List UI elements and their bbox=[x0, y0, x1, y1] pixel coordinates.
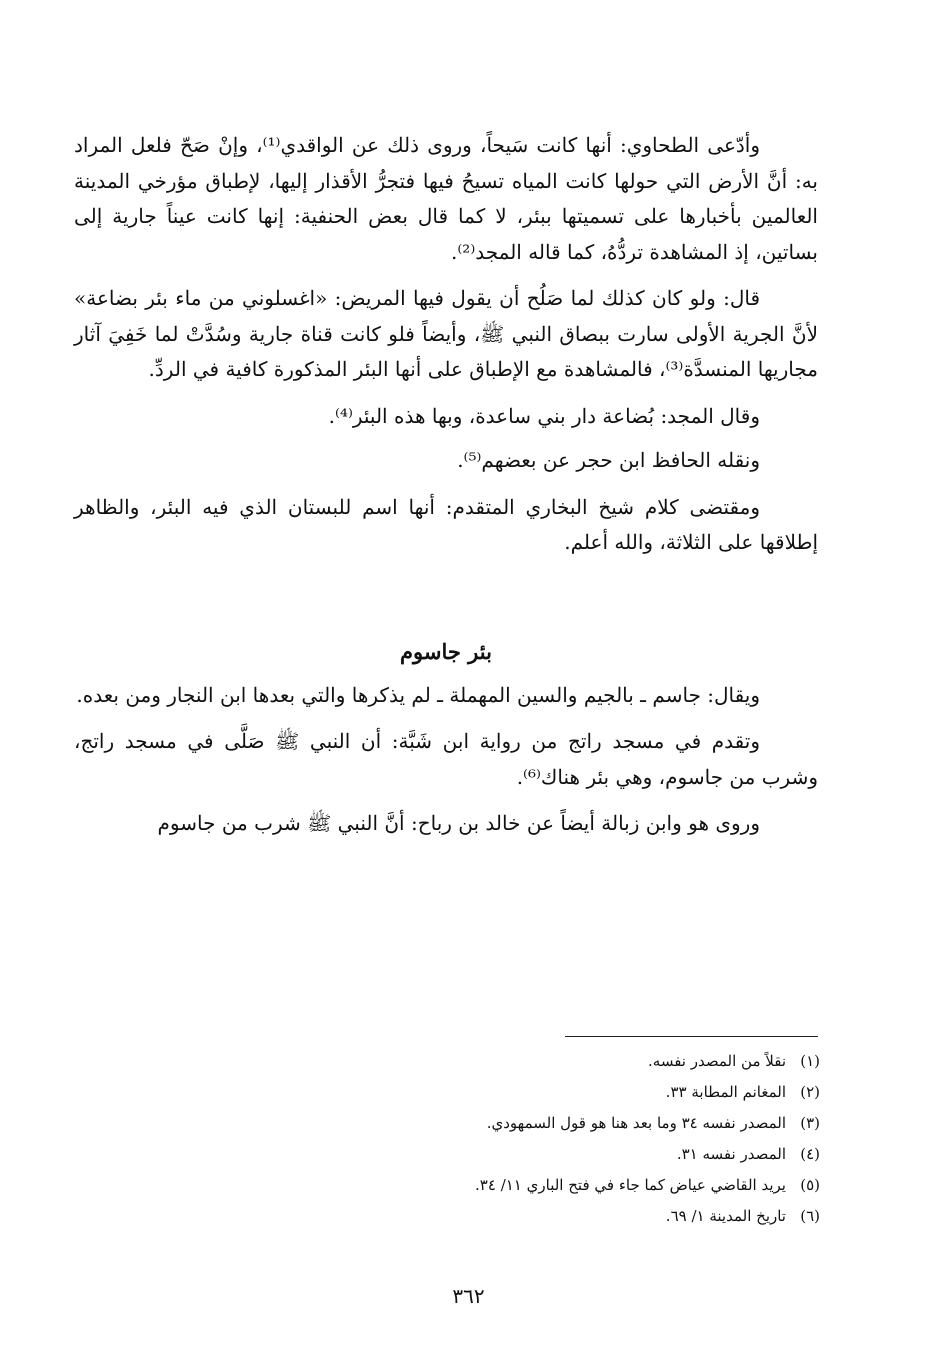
footnote-number: (١) bbox=[800, 1052, 820, 1070]
paragraph-qal: قال: ولو كان كذلك لما صَلُح أن يقول فيها المريض: «اغسلوني من ماء بئر بضاعة» لأنَّ الجرية الأولى سارت ببصاق النبي ﷺ، وأيضاً فلو كانت قناة جارية وسُدَّتْ لما خَفِيَ آثار مجاريها المنسدَّة⁽³⁾، فالمشاهدة مع الإطباق على أنها البئر المذكورة كافية في الردِّ. bbox=[74, 286, 818, 381]
paragraph-tahawi: وأدّعى الطحاوي: أنها كانت سَيحاً، وروى ذلك عن الواقدي⁽¹⁾، وإنْ صَحّ فلعل المراد به: أنَّ الأرض التي حولها كانت المياه تسيحُ فيها فتجرُّ الأقذار إليها، لإطباق مؤرخي المدينة العالمين بأخبارها على تسميتها ببئر، لا كما قال بعض الحنفية: إنها كانت عيناً جارية إلى بساتين، إذ المشاهدة تردُّهُ، كما قاله المجد⁽²⁾. bbox=[74, 133, 818, 264]
footnote-item bbox=[230, 1077, 820, 1108]
footnote-text: نقلاً من المصدر نفسه. bbox=[648, 1052, 786, 1070]
footnote-number: (٦) bbox=[800, 1207, 820, 1225]
footnote-number: (٤) bbox=[800, 1145, 820, 1163]
paragraph-majd: وقال المجد: بُضاعة دار بني ساعدة، وبها هذه البئر⁽⁴⁾. bbox=[328, 403, 760, 428]
footnote-text: تاريخ المدينة ١/ ٦٩. bbox=[665, 1207, 786, 1225]
paragraph-bukhari-sheikh: ومقتضى كلام شيخ البخاري المتقدم: أنها اسم للبستان الذي فيه البئر، والظاهر إطلاقها على الثلاثة، والله أعلم. bbox=[74, 494, 818, 554]
section-heading: بئر جاسوم bbox=[400, 638, 492, 664]
paragraph-ibn-hajar: ونقله الحافظ ابن حجر عن بعضهم⁽⁵⁾. bbox=[457, 448, 760, 472]
main-text bbox=[74, 128, 818, 842]
paragraph-ibn-zubala: وروى هو وابن زبالة أيضاً عن خالد بن رباح: أنَّ النبي ﷺ شرب من جاسوم bbox=[157, 811, 760, 835]
footnote-text: المغانم المطابة ٣٣. bbox=[665, 1083, 786, 1101]
paragraph-ratij: وتقدم في مسجد راتج من رواية ابن شَبَّة: أن النبي ﷺ صَلَّى في مسجد راتج، وشرب من جاسوم، وهي بئر هناك⁽⁶⁾. bbox=[74, 729, 818, 789]
footnote-text: المصدر نفسه ٣٤ وما بعد هنا هو قول السمهودي. bbox=[486, 1114, 786, 1132]
footnote-number: (٢) bbox=[800, 1083, 820, 1101]
footnote-item bbox=[230, 1046, 820, 1077]
footnotes bbox=[230, 1046, 820, 1232]
footnote-item bbox=[230, 1170, 820, 1201]
footnote-text: المصدر نفسه ٣١. bbox=[676, 1145, 786, 1163]
footnote-item bbox=[230, 1139, 820, 1170]
footnote-item bbox=[230, 1201, 820, 1232]
footnote-number: (٣) bbox=[800, 1114, 820, 1132]
footnote-item bbox=[230, 1108, 820, 1139]
footnote-divider bbox=[565, 1036, 818, 1037]
paragraph-jasim: ويقال: جاسم ـ بالجيم والسين المهملة ـ لم يذكرها والتي بعدها ابن النجار ومن بعده. bbox=[76, 682, 760, 707]
footnote-number: (٥) bbox=[800, 1176, 820, 1194]
footnote-text: يريد القاضي عياض كما جاء في فتح الباري ١١/ ٣٤. bbox=[475, 1176, 786, 1194]
page-number: ٣٦٢ bbox=[452, 1284, 485, 1308]
